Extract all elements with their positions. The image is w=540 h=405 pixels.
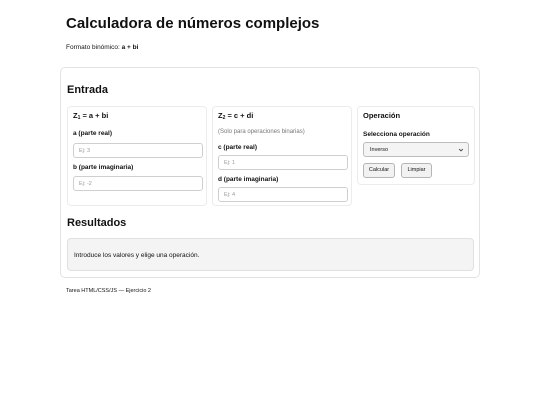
results-heading: Resultados: [67, 217, 127, 229]
operation-select-label: Selecciona operación: [363, 131, 430, 138]
operation-selected-value: Inverso: [370, 146, 389, 153]
z2-real-input[interactable]: [218, 155, 348, 170]
page-title: Calculadora de números complejos: [66, 15, 320, 32]
z1-real-input[interactable]: [73, 143, 203, 158]
operation-select[interactable]: [363, 142, 469, 157]
format-label: Formato binómico:: [66, 44, 120, 51]
clear-button[interactable]: Limpiar: [401, 163, 432, 178]
z2-binary-note: (Solo para operaciones binarias): [218, 129, 305, 135]
z1-card: [67, 106, 207, 206]
z2-real-label: c (parte real): [218, 144, 258, 151]
format-description: [66, 43, 138, 52]
z1-title: $Z_1 = a$ + bi: [73, 111, 109, 121]
calculate-button[interactable]: Calcular: [363, 163, 395, 178]
operation-title: Operación: [363, 111, 401, 120]
operation-card: [357, 106, 475, 185]
results-box: [67, 238, 474, 271]
z1-imag-input[interactable]: [73, 176, 203, 191]
z1-imag-label: b (parte imaginaria): [73, 164, 134, 171]
z2-imag-input[interactable]: [218, 187, 348, 202]
format-value: a + bi: [121, 44, 139, 51]
chevron-down-icon: [458, 147, 464, 153]
z2-imag-label: d (parte imaginaria): [218, 176, 279, 183]
entrada-heading: Entrada: [67, 84, 108, 96]
z1-real-label: a (parte real): [73, 130, 113, 137]
z2-card: [212, 106, 352, 206]
calculator-panel: [60, 67, 480, 278]
z2-title: $Z_2 = c$ + di: [218, 111, 254, 121]
footer: Tarea HTML/CSS/JS — Ejercicio 2: [66, 288, 151, 294]
results-message: Introduce los valores y elige una operación.: [74, 252, 200, 259]
